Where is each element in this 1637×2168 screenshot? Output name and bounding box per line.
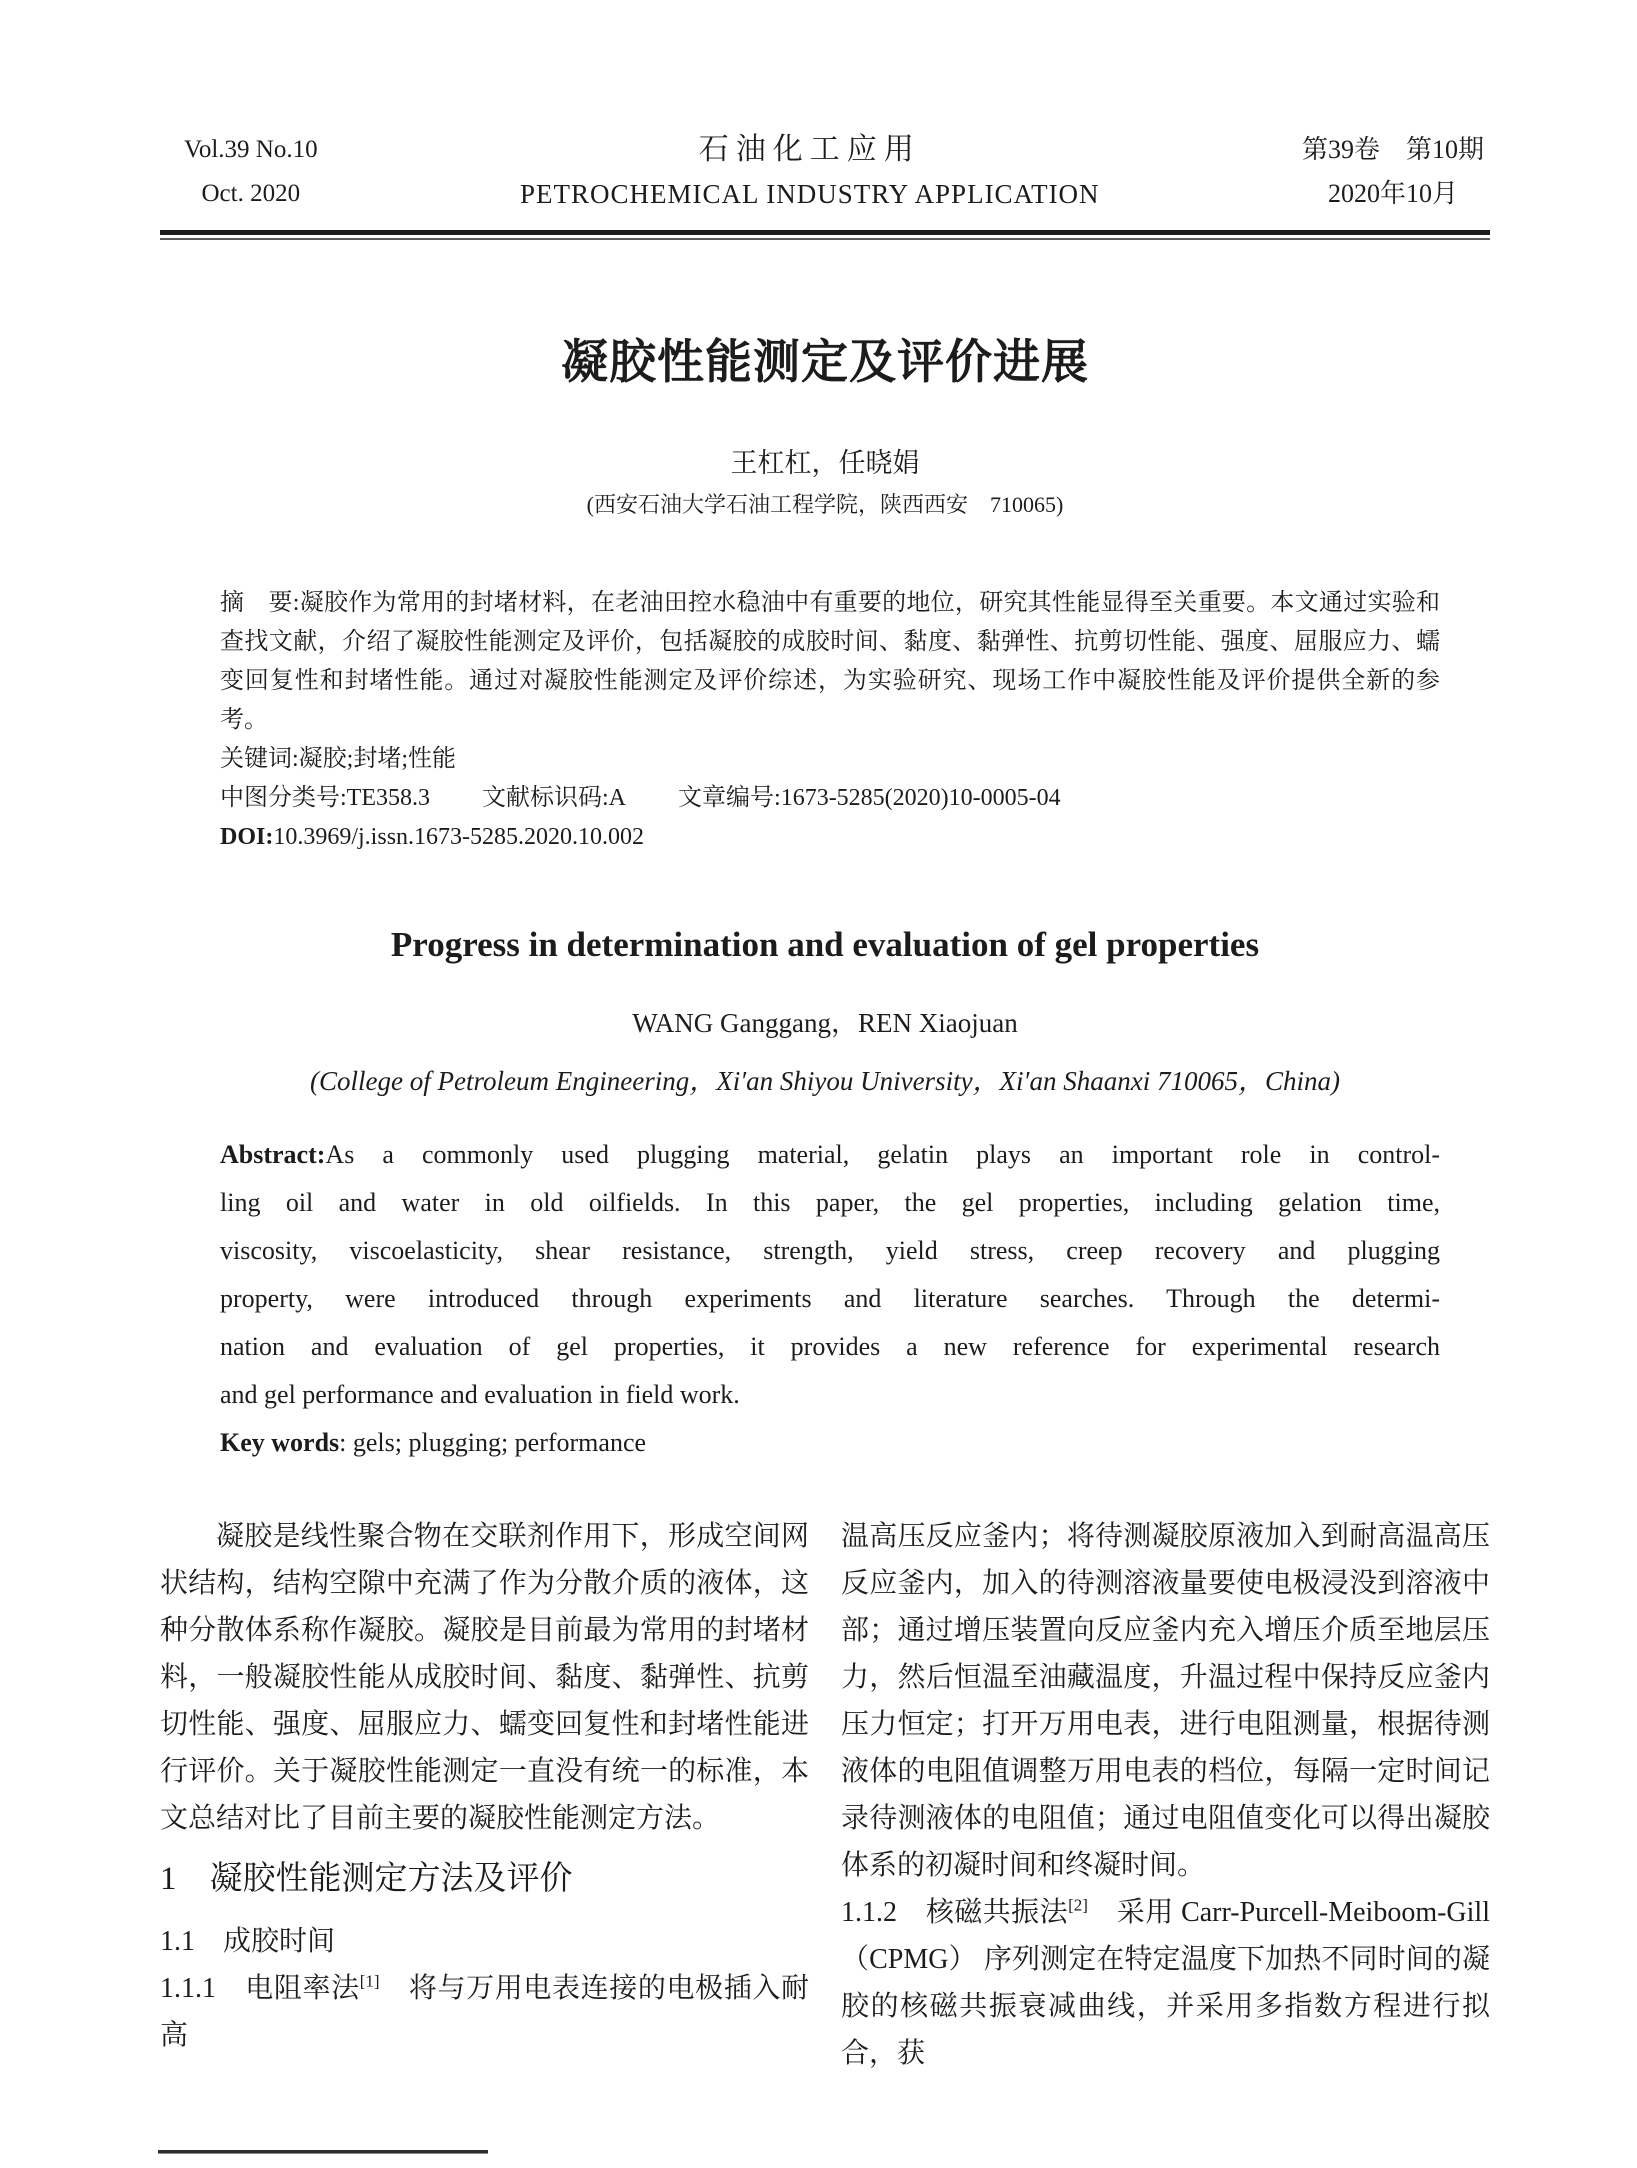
article-title-en: Progress in determination and evaluation of gel properties [390,925,1260,964]
header-right-block [1302,128,1484,216]
clc-item [220,785,430,811]
affiliation-cn: (西安石油大学石油工程学院，陕西西安 710065) [586,492,1064,517]
abstract-label-en: Abstract: [220,1140,326,1169]
volume-number-en: Vol.39 No.10 [184,136,318,163]
keywords-label-en: Key words [220,1428,340,1457]
section-1-1-2-paragraph [841,1889,1490,2077]
header-divider-thick [160,230,1490,235]
abstract-block-cn [220,584,1440,857]
continuation-paragraph: 温高压反应釜内；将待测凝胶原液加入到耐高温高压反应釜内，加入的待测溶液量要使电极浸没到溶液中部；通过增压装置向反应釜内充入增压介质至地层压力，然后恒温至油藏温度，升温过程中保持反应釜内压力恒定；打开万用电表，进行电阻测量，根据待测液体的电阻值调整万用电表的档位，每隔一定时间记录待测液体的电阻值；通过电阻值变化可以得出凝胶体系的初凝时间和终凝时间。 [841,1521,1490,1881]
header-divider-thin [160,238,1490,240]
doc-code-value: A [608,785,627,811]
body-right-column [841,1513,1490,2077]
abstract-en-line-6: and gel performance and evaluation in field work. [220,1380,740,1409]
abstract-label-cn: 摘 要: [220,590,300,616]
clc-value: TE358.3 [346,785,430,811]
body-columns [160,1513,1490,2077]
classification-line [220,779,1440,818]
affiliation-en: (College of Petroleum Engineering，Xi′an Shiyou University，Xi′an Shaanxi 710065，China) [310,1066,1340,1096]
authors-en: WANG Ganggang，REN Xiaojuan [632,1008,1018,1038]
keywords-text-cn: 凝胶;封堵;性能 [298,746,457,772]
header-center-block [520,128,1100,216]
doi-line [220,818,1440,857]
doc-code-label: 文献标识码: [482,785,609,811]
section-1-1-2-lead: 1.1.2 核磁共振法 [841,1897,1069,1928]
intro-paragraph: 凝胶是线性聚合物在交联剂作用下，形成空间网状结构，结构空隙中充满了作为分散介质的液体，这种分散体系称作凝胶。凝胶是目前最为常用的封堵材料，一般凝胶性能从成胶时间、黏度、黏弹性、抗剪切性能、强度、屈服应力、蠕变回复性和封堵性能进行评价。关于凝胶性能测定一直没有统一的标准，本文总结对比了目前主要的凝胶性能测定方法。 [160,1521,809,1834]
keywords-line-en [220,1419,1440,1467]
doi-label: DOI: [220,824,274,850]
keywords-text-en: : gels; plugging; performance [339,1428,647,1457]
header-left-block [184,128,318,216]
section-1-1-2-text: 采用 Carr-Purcell-Meiboom-Gill（CPMG） 序列测定在特定温度下加热不同时间的凝胶的核磁共振衰减曲线，并采用多指数方程进行拟合，获 [841,1897,1490,2069]
section-1-1-1-lead: 1.1.1 电阻率法 [160,1973,360,2004]
article-id-label: 文章编号: [678,785,781,811]
abstract-cn [220,584,1440,740]
footnote-divider [158,2150,488,2154]
body-left-column [160,1513,809,2077]
section-heading-1-1: 1.1 成胶时间 [160,1926,336,1957]
doi-value: 10.3969/j.issn.1673-5285.2020.10.002 [273,824,645,850]
journal-title-en: PETROCHEMICAL INDUSTRY APPLICATION [520,179,1100,209]
abstract-en-line-2: ling oil and water in old oilfields. In this paper, the gel properties, including gelation time, [220,1188,1440,1217]
reference-marker-2: [2] [1068,1895,1088,1915]
volume-number-cn: 第39卷 第10期 [1301,135,1484,164]
keywords-line-cn [220,740,1440,779]
clc-label: 中图分类号: [220,785,347,811]
keywords-label-cn: 关键词: [220,746,299,772]
abstract-text-cn: 凝胶作为常用的封堵材料，在老油田控水稳油中有重要的地位，研究其性能显得至关重要。本文通过实验和查找文献，介绍了凝胶性能测定及评价，包括凝胶的成胶时间、黏度、黏弹性、抗剪切性能、强度、屈服应力、蠕变回复性和封堵性能。通过对凝胶性能测定及评价综述，为实验研究、现场工作中凝胶性能及评价提供全新的参考。 [220,590,1440,733]
abstract-en-text-1: As a commonly used plugging material, gelatin plays an important role in control- [325,1140,1440,1169]
section-heading-1: 1 凝胶性能测定方法及评价 [160,1861,573,1897]
section-1-1-1-paragraph [160,1965,809,2059]
issue-date-cn: 2020年10月 [1327,179,1458,208]
article-id-value: 1673-5285(2020)10-0005-04 [780,785,1061,811]
reference-marker-1: [1] [359,1971,380,1991]
issue-date-en: Oct. 2020 [201,180,301,207]
abstract-en-line-1 [220,1131,1440,1179]
abstract-en-line-5: nation and evaluation of gel properties, it provides a new reference for experimental research [220,1332,1440,1361]
abstract-en-line-4: property, were introduced through experiments and literature searches. Through the determi- [220,1284,1440,1313]
page [0,128,1637,2077]
journal-title-cn: 石油化工应用 [698,133,921,166]
section-1-1-1-text: 将与万用电表连接的电极插入耐高 [160,1973,809,2051]
doc-code-item [482,785,626,811]
article-id-item [678,785,1061,811]
abstract-en-line-3: viscosity, viscoelasticity, shear resistance, strength, yield stress, creep recovery and plugging [220,1236,1440,1265]
abstract-block-en [220,1131,1440,1467]
authors-cn: 王杠杠，任晓娟 [730,448,920,478]
journal-header [160,128,1490,216]
article-title-cn: 凝胶性能测定及评价进展 [561,337,1089,389]
